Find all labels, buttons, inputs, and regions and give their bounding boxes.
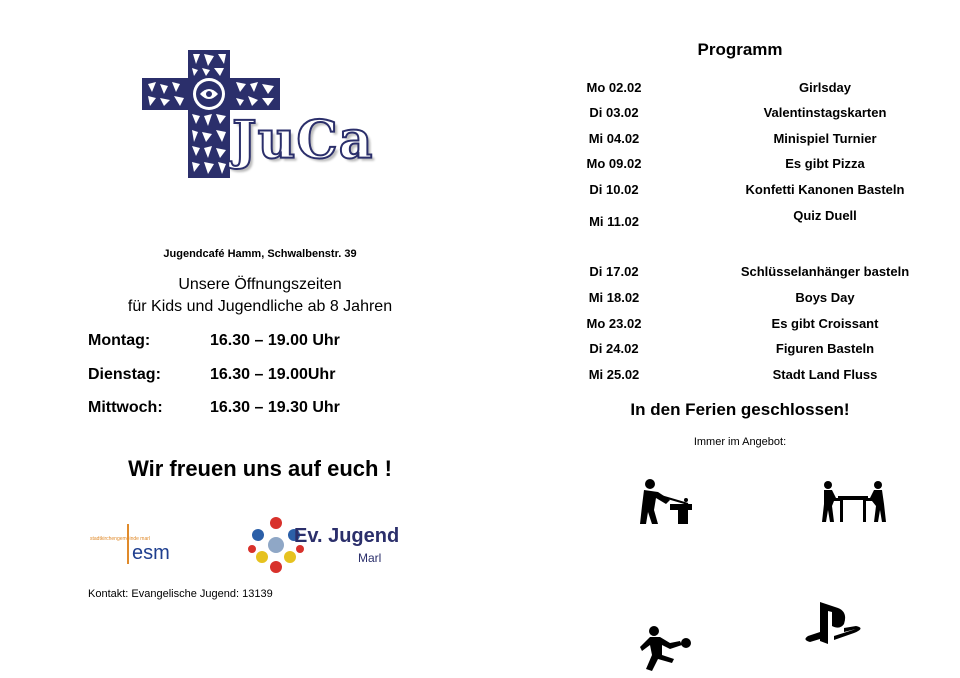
program-event: Minispiel Turnier (773, 131, 877, 146)
program-event: Quiz Duell (793, 208, 857, 223)
program-title: Programm (697, 40, 783, 59)
program-date: Mo 09.02 (586, 156, 642, 171)
program-event: Es gibt Croissant (771, 316, 879, 331)
slogan: Wir freuen uns auf euch ! (128, 456, 392, 481)
program-date: Mi 04.02 (588, 131, 640, 146)
program-event: Es gibt Pizza (785, 156, 865, 171)
program-date: Mi 18.02 (588, 290, 640, 305)
program-event: Stadt Land Fluss (772, 367, 878, 382)
program-date: Mi 25.02 (588, 367, 640, 382)
program-event: Schlüsselanhänger basteln (740, 264, 910, 279)
program-event: Konfetti Kanonen Basteln (745, 182, 905, 197)
opening-hours-title-line1: Unsere Öffnungszeiten (178, 276, 342, 293)
hours-day: Mittwoch: (88, 399, 163, 416)
esm-cross-vertical (127, 524, 129, 564)
program-date: Di 03.02 (589, 105, 639, 120)
juca-logo-text: JuCa (232, 110, 374, 171)
always-offered-label: Immer im Angebot: (693, 436, 787, 448)
program-date: Mi 11.02 (589, 214, 639, 229)
program-date: Di 17.02 (589, 264, 639, 279)
opening-hours-title (60, 274, 460, 318)
esm-small-text: stadtkirchengemeinde marl (90, 536, 151, 542)
ev-jugend-logo (248, 515, 398, 577)
program-event: Boys Day (795, 290, 855, 305)
hours-time: 16.30 – 19.00 Uhr (210, 332, 340, 349)
esm-text: esm (132, 542, 170, 564)
holiday-closed-notice: In den Ferien geschlossen! (630, 400, 850, 419)
hours-day: Montag: (88, 332, 151, 349)
program-date: Mo 02.02 (586, 80, 642, 95)
ev-jugend-subtitle: Marl (358, 551, 382, 565)
ev-jugend-title: Ev. Jugend (294, 525, 400, 547)
contact: Kontakt: Evangelische Jugend: 13139 (88, 588, 273, 600)
esm-logo (90, 520, 200, 570)
program-event: Girlsday (798, 80, 852, 95)
hours-time: 16.30 – 19.30 Uhr (210, 399, 340, 416)
billiards-icon (636, 478, 694, 526)
program-date: Mo 23.02 (586, 316, 642, 331)
hours-time: 16.30 – 19.00Uhr (210, 366, 336, 383)
hours-day: Dienstag: (88, 366, 161, 383)
address: Jugendcafé Hamm, Schwalbenstr. 39 (163, 248, 357, 260)
program-date: Di 24.02 (589, 341, 639, 356)
playstation-icon (804, 600, 866, 646)
program-event: Valentinstagskarten (763, 105, 887, 120)
program-date: Di 10.02 (589, 182, 639, 197)
opening-hours-title-line2: für Kids und Jugendliche ab 8 Jahren (127, 298, 393, 315)
program-event: Figuren Basteln (775, 341, 875, 356)
table-soccer-icon (820, 480, 886, 524)
football-icon (640, 625, 696, 673)
